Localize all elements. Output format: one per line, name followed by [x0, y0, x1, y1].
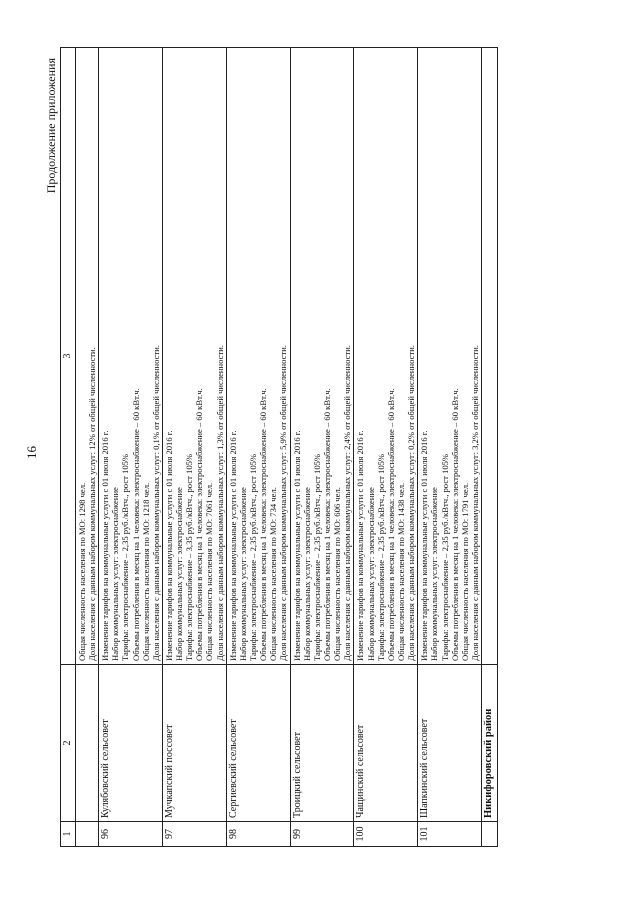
- district-row: [482, 48, 497, 847]
- tariff-detail-line: Объемы потребления в месяц на 1 человека: электроснабжение – 60 кВт.ч.: [258, 388, 269, 661]
- row-number: 99: [290, 822, 354, 847]
- tariff-detail-line: Доля населения с данным набором коммунальных услуг: 3,2% от общей численности.: [470, 345, 480, 661]
- tariff-detail-line: Общая численность населения по МО: 1298 чел.: [76, 482, 87, 661]
- municipality-name: Мучкапский поссовет: [162, 665, 226, 822]
- table-row: [75, 48, 98, 847]
- tariff-detail-line: Общая численность населения по МО: 1438 чел.: [396, 482, 407, 661]
- district-row-number: [482, 822, 497, 847]
- tariff-detail-line: Доля населения с данным набором коммунальных услуг: 5,9% от общей численности.: [278, 345, 289, 661]
- tariff-detail-line: Доля населения с данным набором коммунальных услуг: 12% от общей численности.: [86, 347, 97, 661]
- tariff-detail-line: Тарифы: электроснабжение – 3,35 руб./кВтч., рост 105%: [184, 453, 195, 661]
- table-row: [99, 48, 163, 847]
- table-row: [226, 48, 290, 847]
- municipality-name: [75, 665, 98, 822]
- tariff-detail-line: Изменение тарифов на коммунальные услуги с 01 июля 2016 г.: [227, 430, 238, 661]
- tariff-detail-line: Общая численность населения по МО: 1791 чел.: [459, 482, 470, 661]
- page-number: 16: [24, 446, 39, 459]
- tariff-detail-line: Объемы потребления в месяц на 1 человека: электроснабжение – 60 кВт.ч.: [322, 388, 333, 661]
- tariff-detail-line: Тарифы: электроснабжение – 2,35 руб./кВтч., рост 105%: [248, 453, 259, 661]
- column-header-3: 3: [61, 48, 76, 665]
- tariff-detail-line: Доля населения с данным набором коммунальных услуг: 2,4% от общей численности.: [342, 345, 353, 661]
- tariff-detail-line: Набор коммунальных услуг: электроснабжение: [237, 487, 248, 661]
- tariff-detail-line: Объемы потребления в месяц на 1 человека: электроснабжение – 60 кВт.ч.: [130, 388, 141, 661]
- row-number: 101: [418, 822, 482, 847]
- tariff-detail-line: Объемы потребления в месяц на 1 человека: электроснабжение – 60 кВт.ч.: [449, 388, 460, 661]
- table-row: [354, 48, 418, 847]
- municipality-name: Сергиевский сельсовет: [226, 665, 290, 822]
- tariff-detail-line: Общая численность населения по МО: 734 чел.: [268, 487, 279, 661]
- municipality-name: Шапкинский сельсовет: [418, 665, 482, 822]
- tariff-detail-line: Изменение тарифов на коммунальные услуги с 01 июля 2016 г.: [163, 430, 174, 661]
- table-header-row: [61, 48, 76, 847]
- district-details: [482, 48, 497, 665]
- tariff-table: [60, 47, 498, 847]
- row-number: 98: [226, 822, 290, 847]
- row-number: 100: [354, 822, 418, 847]
- row-number: 96: [99, 822, 163, 847]
- column-header-2: 2: [61, 665, 76, 822]
- tariff-detail-line: Набор коммунальных услуг: электроснабжение: [174, 487, 185, 661]
- tariff-detail-line: Доля населения с данным набором коммунальных услуг: 0,1% от общей численности.: [150, 345, 161, 661]
- tariff-detail-line: Общая численность населения по МО: 1218 чел.: [140, 482, 151, 661]
- tariff-detail-line: Объемы потребления в месяц на 1 человека: электроснабжение – 60 кВт.ч.: [194, 388, 205, 661]
- row-number: [75, 822, 98, 847]
- tariff-detail-line: Объемы потребления в месяц на 1 человека: электроснабжение – 60 кВт.ч.: [385, 388, 396, 661]
- tariff-details: [75, 48, 98, 665]
- tariff-detail-line: Набор коммунальных услуг: электроснабжение: [110, 487, 121, 661]
- tariff-detail-line: Общая численность населения по МО: 7061 чел.: [204, 482, 215, 661]
- tariff-details: [418, 48, 482, 665]
- tariff-detail-line: Доля населения с данным набором коммунальных услуг: 0,2% от общей численности.: [406, 345, 417, 661]
- tariff-detail-line: Общая численность населения по МО: 606 чел.: [332, 487, 343, 661]
- tariff-detail-line: Тарифы: электроснабжение – 2,35 руб./кВтч., рост 105%: [120, 453, 131, 661]
- municipality-name: Троицкий сельсовет: [290, 665, 354, 822]
- column-header-1: 1: [61, 822, 76, 847]
- tariff-details: [162, 48, 226, 665]
- tariff-detail-line: Изменение тарифов на коммунальные услуги с 01 июля 2016 г.: [419, 430, 430, 661]
- table-row: [290, 48, 354, 847]
- tariff-detail-line: Доля населения с данным набором коммунальных услуг: 1,3% от общей численности.: [214, 345, 225, 661]
- row-number: 97: [162, 822, 226, 847]
- tariff-detail-line: Тарифы: электроснабжение – 2,35 руб./кВтч., рост 105%: [375, 453, 386, 661]
- table-row: [418, 48, 482, 847]
- municipality-name: Кулябовский сельсовет: [99, 665, 163, 822]
- tariff-details: [354, 48, 418, 665]
- tariff-detail-line: Изменение тарифов на коммунальные услуги с 01 июля 2016 г.: [100, 430, 111, 661]
- tariff-detail-line: Тарифы: электроснабжение – 2,35 руб./кВтч., рост 105%: [311, 453, 322, 661]
- tariff-detail-line: Набор коммунальных услуг: электроснабжение: [365, 487, 376, 661]
- tariff-details: [99, 48, 163, 665]
- tariff-detail-line: Изменение тарифов на коммунальные услуги с 01 июля 2016 г.: [291, 430, 302, 661]
- table-row: [162, 48, 226, 847]
- tariff-detail-line: Набор коммунальных услуг: электроснабжение: [301, 487, 312, 661]
- tariff-detail-line: Набор коммунальных услуг: электроснабжение: [429, 487, 440, 661]
- district-name: Никифоровский район: [482, 665, 497, 822]
- continuation-label: Продолжение приложения: [44, 58, 58, 194]
- tariff-detail-line: Тарифы: электроснабжение – 2,35 руб./кВтч., рост 105%: [439, 453, 450, 661]
- municipality-name: Чащинский сельсовет: [354, 665, 418, 822]
- tariff-details: [226, 48, 290, 665]
- tariff-detail-line: Изменение тарифов на коммунальные услуги с 01 июля 2016 г.: [355, 430, 366, 661]
- tariff-details: [290, 48, 354, 665]
